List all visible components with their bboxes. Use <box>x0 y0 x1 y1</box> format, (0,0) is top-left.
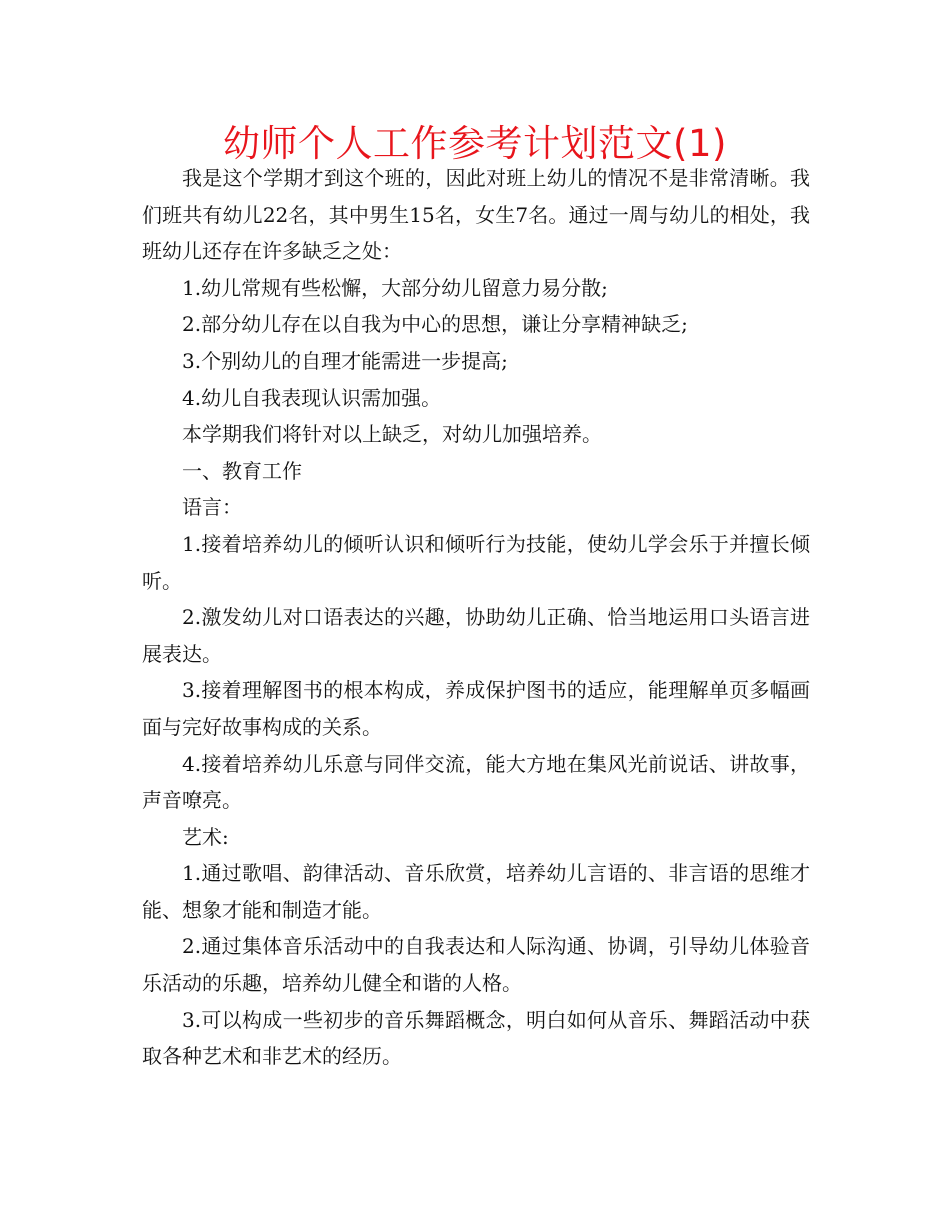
section-heading: 一、教育工作 <box>182 458 302 483</box>
paragraph: 3.接着理解图书的根本构成，养成保护图书的适应，能理解单页多幅画面与完好故事构成的关系。 <box>142 678 810 739</box>
paragraph: 3.可以构成一些初步的音乐舞蹈概念，明白如何从音乐、舞蹈活动中获取各种艺术和非艺术的经历。 <box>142 1007 810 1069</box>
paragraph: 3.个别幼儿的自理才能需进一步提高; <box>182 348 508 373</box>
paragraph: 4.幼儿自我表现认识需加强。 <box>182 385 442 410</box>
document-body <box>142 160 810 1075</box>
paragraph: 我是这个学期才到这个班的，因此对班上幼儿的情况不是非常清晰。我们班共有幼儿22名，其中男生15名，女生7名。通过一周与幼儿的相处，我班幼儿还存在许多缺乏之处： <box>142 166 810 264</box>
paragraph: 本学期我们将针对以上缺乏，对幼儿加强培养。 <box>182 422 602 447</box>
paragraph: 1.通过歌唱、韵律活动、音乐欣赏，培养幼儿言语的、非言语的思维才能、想象才能和制造才能。 <box>142 861 810 922</box>
paragraph: 4.接着培养幼儿乐意与同伴交流，能大方地在集风光前说话、讲故事，声音嘹亮。 <box>142 751 810 813</box>
document-title: 幼师个人工作参考计划范文(1) <box>223 122 727 165</box>
paragraph: 2.通过集体音乐活动中的自我表达和人际沟通、协调，引导幼儿体验音乐活动的乐趣，培养幼儿健全和谐的人格。 <box>142 934 810 996</box>
paragraph: 2.激发幼儿对口语表达的兴趣，协助幼儿正确、恰当地运用口头语言进展表达。 <box>142 605 810 666</box>
paragraph: 1.接着培养幼儿的倾听认识和倾听行为技能，使幼儿学会乐于并擅长倾听。 <box>142 531 810 593</box>
subsection-heading: 艺术: <box>182 824 229 849</box>
subsection-heading: 语言： <box>182 495 242 520</box>
paragraph: 2.部分幼儿存在以自我为中心的思想，谦让分享精神缺乏; <box>182 312 688 337</box>
paragraph: 1.幼儿常规有些松懈，大部分幼儿留意力易分散; <box>182 275 608 300</box>
